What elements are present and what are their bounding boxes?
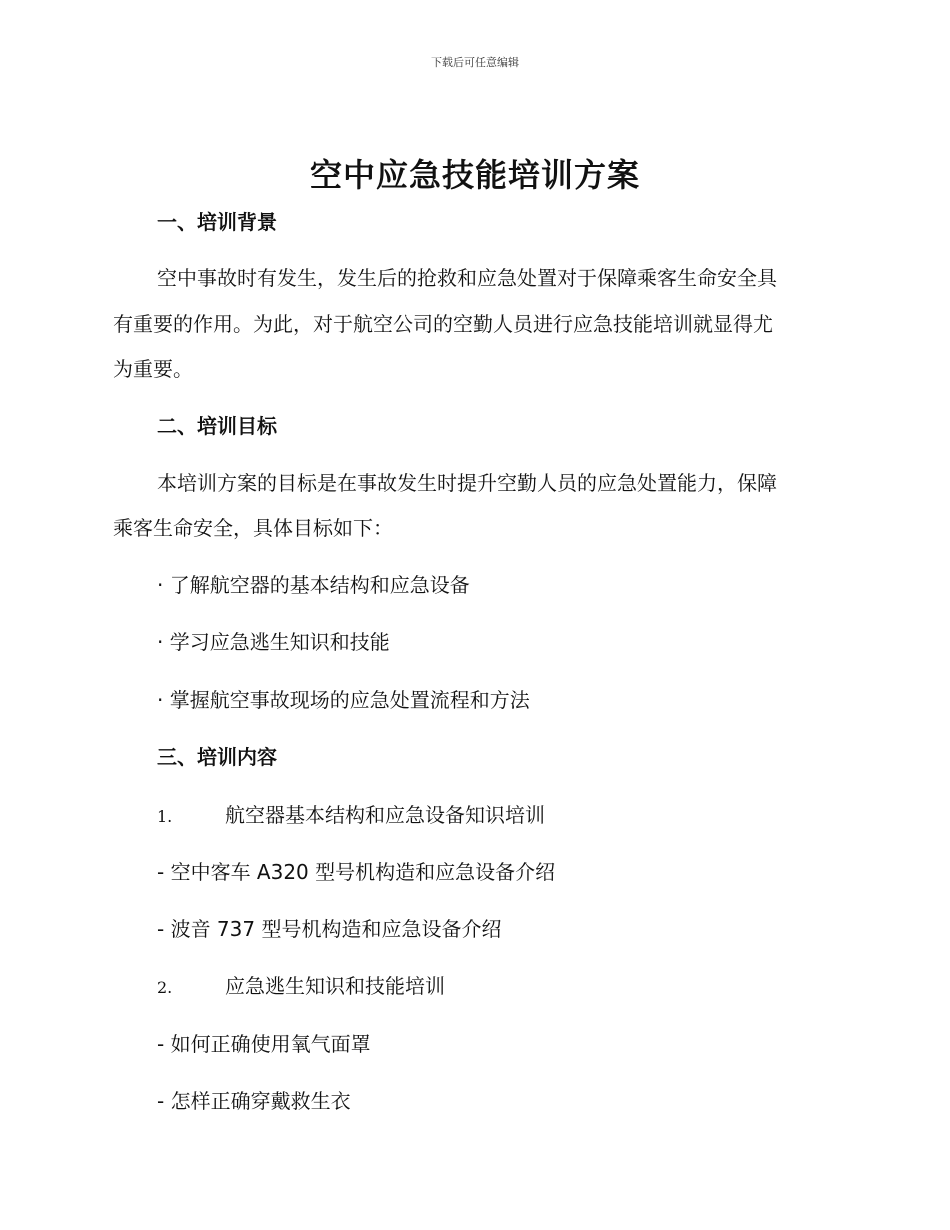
section-heading-content: 三、培训内容 <box>157 745 277 769</box>
bullet-item: · 掌握航空事故现场的应急处置流程和方法 <box>157 688 530 712</box>
dash-item: - 如何正确使用氧气面罩 <box>157 1032 371 1056</box>
numbered-item <box>157 971 877 1003</box>
section-heading-background: 一、培训背景 <box>157 210 277 234</box>
item-text: 航空器基本结构和应急设备知识培训 <box>225 803 545 827</box>
document-title: 空中应急技能培训方案 <box>309 156 640 194</box>
paragraph-line: 有重要的作用。为此，对于航空公司的空勤人员进行应急技能培训就显得尤 <box>113 312 773 336</box>
bullet-item: · 学习应急逃生知识和技能 <box>157 630 390 654</box>
paragraph-line: 本培训方案的目标是在事故发生时提升空勤人员的应急处置能力，保障 <box>157 471 777 495</box>
dash-item: - 怎样正确穿戴救生衣 <box>157 1089 351 1113</box>
section-heading-goals: 二、培训目标 <box>157 414 277 438</box>
dash-item: - 波音 737 型号机构造和应急设备介绍 <box>157 917 502 941</box>
numbered-item <box>157 800 877 832</box>
item-number: 2. <box>157 978 173 997</box>
item-number: 1. <box>157 807 173 826</box>
paragraph-line: 乘客生命安全，具体目标如下： <box>113 516 393 540</box>
header-note: 下载后可任意编辑 <box>431 56 519 69</box>
paragraph-line: 为重要。 <box>113 357 193 381</box>
item-text: 应急逃生知识和技能培训 <box>225 974 445 998</box>
bullet-item: · 了解航空器的基本结构和应急设备 <box>157 573 470 597</box>
dash-item: - 空中客车 A320 型号机构造和应急设备介绍 <box>157 860 556 884</box>
paragraph-line: 空中事故时有发生，发生后的抢救和应急处置对于保障乘客生命安全具 <box>157 266 777 290</box>
